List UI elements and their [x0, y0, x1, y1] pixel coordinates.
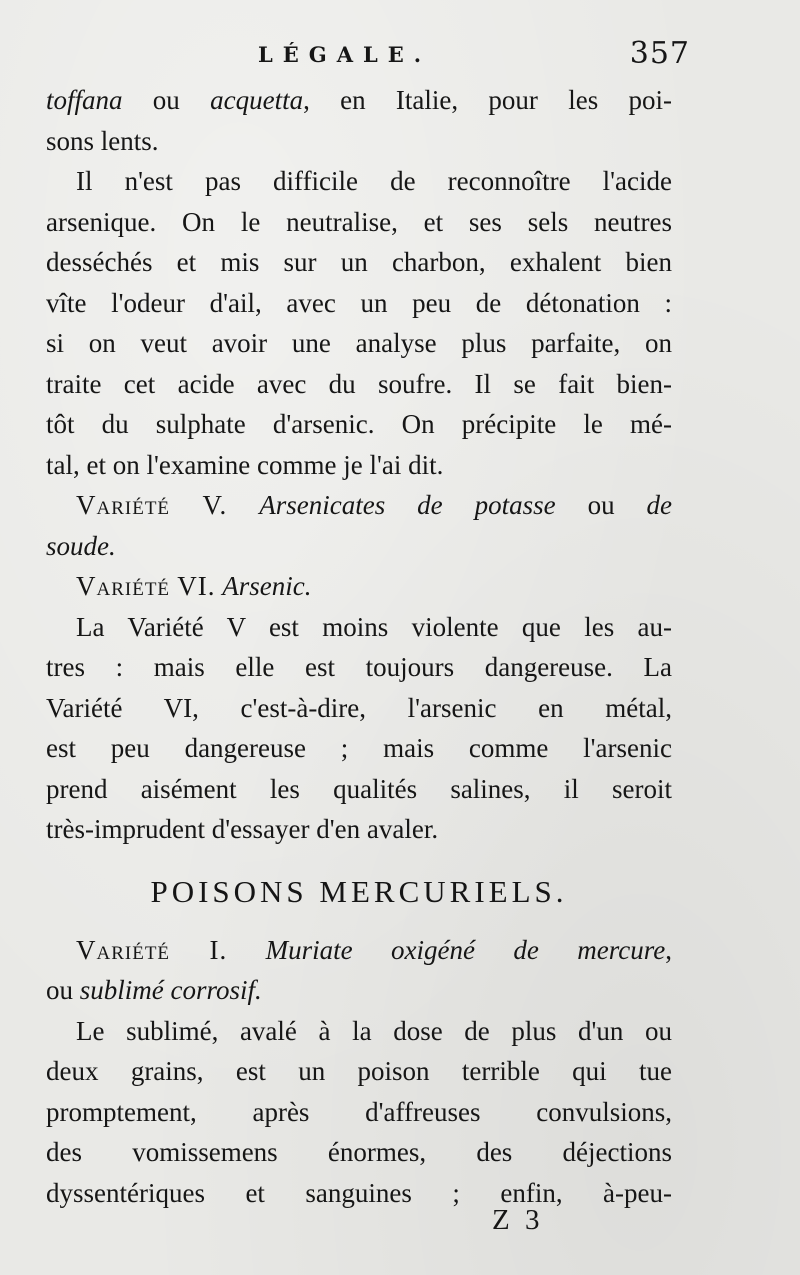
text-span: ,	[665, 934, 673, 965]
text-line: tal, et on l'examine comme je l'ai dit.	[46, 449, 444, 480]
text-line: deux grains, est un poison terrible qui tue	[46, 1056, 672, 1086]
text-line: Il n'est pas difficile de reconnoître l'acide	[76, 166, 672, 196]
italic-term: Muriate oxigéné de mercure	[265, 934, 666, 965]
italic-term: sublimé corrosif.	[79, 975, 262, 1005]
text-line: sons lents.	[46, 125, 159, 156]
text-line: traite cet acide avec du soufre. Il se fait bien-	[46, 368, 672, 399]
italic-term: Arsenicates de potasse	[259, 490, 556, 520]
variety-line	[46, 485, 672, 526]
variety-line	[46, 930, 672, 971]
variety-label: Variété V.	[76, 490, 228, 520]
text-span: ou	[46, 975, 80, 1005]
signature-mark: Z 3	[492, 1204, 544, 1236]
text-line	[46, 970, 672, 1011]
text-line: est peu dangereuse ; mais comme l'arsenic	[46, 733, 672, 763]
text-line: tôt du sulphate d'arsenic. On précipite le mé-	[46, 409, 672, 439]
page-number: 357	[629, 36, 690, 71]
section-heading: POISONS MERCURIELS.	[150, 873, 568, 909]
text-line: promptement, après d'affreuses convulsions,	[46, 1096, 672, 1127]
text-line	[46, 80, 672, 121]
text-line: Le sublimé, avalé à la dose de plus d'un ou	[76, 1015, 672, 1046]
text-line: arsenique. On le neutralise, et ses sels neutres	[46, 206, 672, 237]
text-span: ou	[555, 490, 647, 520]
variety-label: Variété VI.	[76, 571, 216, 601]
variety-line	[46, 566, 672, 607]
text-line: tres : mais elle est toujours dangereuse. La	[46, 652, 672, 682]
text-line: soude.	[46, 530, 116, 561]
text-line: La Variété V est moins violente que les au-	[76, 611, 672, 642]
text-line: vîte l'odeur d'ail, avec un peu de détonation :	[46, 287, 672, 318]
italic-term: de	[646, 490, 673, 520]
text-line: Variété VI, c'est-à-dire, l'arsenic en métal,	[46, 692, 672, 723]
running-head: LÉGALE.	[258, 42, 432, 67]
page-header	[48, 30, 690, 80]
italic-term: toffana	[46, 85, 123, 115]
text-line: très-imprudent d'essayer d'en avaler.	[46, 814, 439, 844]
text-line: des vomissemens énormes, des déjections	[46, 1137, 672, 1167]
variety-label: Variété I.	[76, 934, 228, 965]
text-line: si on veut avoir une analyse plus parfaite, on	[46, 328, 672, 358]
text-line: prend aisément les qualités salines, il seroit	[46, 773, 672, 804]
text-span: ou	[122, 85, 211, 115]
text-line: dyssentériques et sanguines ; enfin, à-peu-	[46, 1177, 672, 1208]
italic-term: acquetta	[210, 85, 304, 115]
text-span: , en Italie, pour les poi-	[303, 85, 672, 115]
text-line: desséchés et mis sur un charbon, exhalent bien	[46, 247, 672, 277]
body-text	[46, 80, 672, 1213]
italic-term: Arsenic.	[222, 571, 312, 601]
